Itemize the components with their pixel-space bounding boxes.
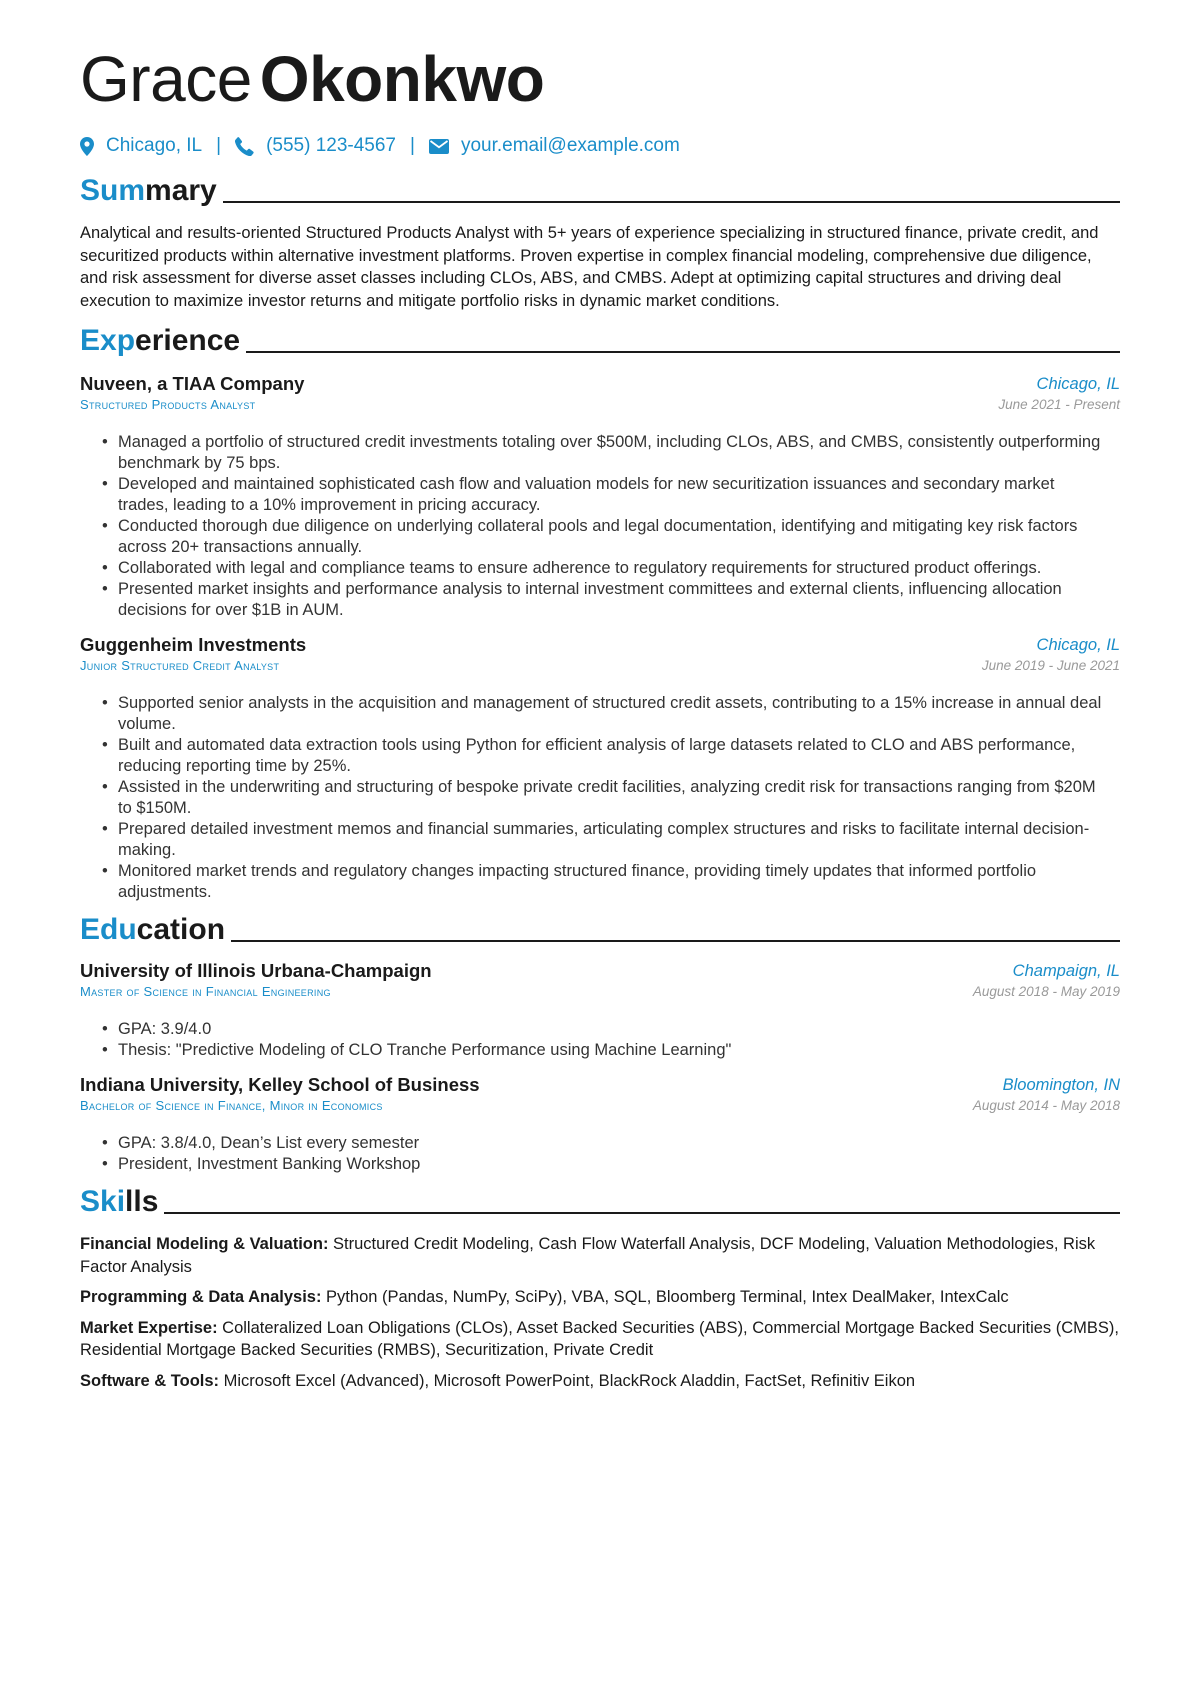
section-title-education <box>80 911 225 949</box>
skill-line <box>80 1286 1120 1309</box>
skills-section-header <box>80 1183 1120 1221</box>
skill-value: Python (Pandas, NumPy, SciPy), VBA, SQL, Bloomberg Terminal, Intex DealMaker, IntexCalc <box>326 1288 1009 1306</box>
bullet-item: • Monitored market trends and regulatory changes impacting structured finance, providing timely updates that informed portfolio adjustments. <box>102 861 1102 903</box>
resume-page <box>80 40 1120 1392</box>
section-title-accent: Exp <box>80 324 136 357</box>
skill-label: Market Expertise: <box>80 1318 218 1337</box>
entry-location: Bloomington, IN <box>1002 1076 1120 1094</box>
entry-header <box>80 1073 1120 1121</box>
entry-location: Champaign, IL <box>1012 962 1120 980</box>
entry-dates: June 2019 - June 2021 <box>981 658 1120 673</box>
entry-header <box>80 372 1120 420</box>
entry-bullets <box>102 693 1102 903</box>
entry-role: Master of Science in Financial Engineering <box>80 984 331 999</box>
skill-value: Structured Credit Modeling, Cash Flow Waterfall Analysis, DCF Modeling, Valuation Methodologies, Risk Factor Analysis <box>80 1235 1096 1276</box>
bullet-item: • GPA: 3.8/4.0, Dean’s List every semester <box>102 1133 1102 1154</box>
entry-bullets <box>102 1019 1102 1061</box>
skill-line <box>80 1370 1120 1393</box>
skill-value: Microsoft Excel (Advanced), Microsoft PowerPoint, BlackRock Aladdin, FactSet, Refinitiv Eikon <box>223 1371 916 1390</box>
phone-icon <box>235 137 254 156</box>
entry-organization: Nuveen, a TIAA Company <box>80 373 305 394</box>
bullet-item: • GPA: 3.9/4.0 <box>102 1019 1102 1040</box>
last-name: Okonkwo <box>259 43 545 115</box>
section-title-summary <box>80 172 217 210</box>
entry-location: Chicago, IL <box>1036 375 1120 393</box>
section-title-accent: Edu <box>80 913 137 946</box>
entry-dates: August 2014 - May 2018 <box>972 1098 1120 1113</box>
contact-phone[interactable] <box>235 135 396 157</box>
section-title-accent: Sum <box>80 174 146 207</box>
section-divider <box>231 940 1120 942</box>
entry-organization: University of Illinois Urbana-Champaign <box>80 960 432 981</box>
section-title-accent: Ski <box>80 1185 126 1218</box>
first-name: Grace <box>80 43 252 115</box>
bullet-item: • Assisted in the underwriting and structuring of bespoke private credit facilities, analyzing credit risk for transactions ranging from $20M to $150M. <box>102 777 1102 819</box>
skill-line <box>80 1233 1120 1278</box>
bullet-item: • President, Investment Banking Workshop <box>102 1154 1102 1175</box>
section-title-rest: cation <box>136 913 226 946</box>
section-title-rest: erience <box>135 324 241 357</box>
bullet-item: • Thesis: "Predictive Modeling of CLO Tranche Performance using Machine Learning" <box>102 1040 1102 1061</box>
skill-value: Collateralized Loan Obligations (CLOs), Asset Backed Securities (ABS), Commercial Mortgage Backed Securities (CMBS), Residential Mortgage Backed Securities (RMBS), Securitization, Private Credit <box>80 1318 1120 1359</box>
section-divider <box>246 351 1120 353</box>
entry-dates: June 2021 - Present <box>998 397 1120 412</box>
contact-row <box>80 132 1120 160</box>
entry-bullets <box>102 1133 1102 1175</box>
section-title-rest: lls <box>125 1185 159 1218</box>
entry-role: Junior Structured Credit Analyst <box>80 658 280 673</box>
skill-label: Programming & Data Analysis: <box>80 1288 322 1306</box>
contact-separator: | <box>410 135 415 156</box>
map-pin-icon <box>80 137 94 156</box>
phone-text: (555) 123-4567 <box>266 135 396 156</box>
section-title-rest: mary <box>145 174 217 207</box>
contact-location <box>80 135 202 157</box>
entry-header <box>80 959 1120 1007</box>
bullet-item: • Supported senior analysts in the acquisition and management of structured credit assets, contributing to a 15% increase in annual deal volume. <box>102 693 1102 735</box>
contact-email[interactable] <box>429 135 680 157</box>
experience-entry <box>80 633 1120 903</box>
skill-line <box>80 1317 1120 1362</box>
entry-role: Structured Products Analyst <box>80 397 256 412</box>
bullet-item: • Conducted thorough due diligence on underlying collateral pools and legal documentation, identifying and mitigating key risk factors across 20+ transactions annually. <box>102 516 1102 558</box>
section-divider <box>164 1212 1120 1214</box>
education-section-header <box>80 911 1120 949</box>
summary-text: Analytical and results-oriented Structured Products Analyst with 5+ years of experience specializing in structured finance, private credit, and securitized products within alternative investment platforms. Proven expertise in complex financial modeling, comprehensive due diligence, and risk assessment for diverse asset classes including CLOs, ABS, and CMBS. Adept at optimizing capital structures and driving deal execution to maximize investor returns and mitigate portfolio risks in dynamic market conditions. <box>80 224 1099 310</box>
entry-organization: Guggenheim Investments <box>80 634 307 655</box>
section-divider <box>223 201 1120 203</box>
summary-section-header <box>80 172 1120 210</box>
education-entry <box>80 1073 1120 1175</box>
entry-role: Bachelor of Science in Finance, Minor in Economics <box>80 1098 383 1113</box>
entry-dates: August 2018 - May 2019 <box>972 984 1120 999</box>
entry-bullets <box>102 432 1102 621</box>
section-title-skills <box>80 1183 158 1221</box>
experience-section-header <box>80 322 1120 360</box>
bullet-item: • Prepared detailed investment memos and financial summaries, articulating complex structures and risks to facilitate internal decision-making. <box>102 819 1102 861</box>
bullet-item: • Built and automated data extraction tools using Python for efficient analysis of large datasets related to CLO and ABS performance, reducing reporting time by 25%. <box>102 735 1102 777</box>
section-title-experience <box>80 322 240 360</box>
bullet-item: • Developed and maintained sophisticated cash flow and valuation models for new securitization issuances and secondary market trades, leading to a 10% improvement in pricing accuracy. <box>102 474 1102 516</box>
bullet-item: • Collaborated with legal and compliance teams to ensure adherence to regulatory requirements for structured product offerings. <box>102 558 1102 579</box>
envelope-icon <box>429 139 449 154</box>
experience-entry <box>80 372 1120 621</box>
skill-label: Financial Modeling & Valuation: <box>80 1235 329 1253</box>
entry-header <box>80 633 1120 681</box>
email-text: your.email@example.com <box>460 135 680 156</box>
entry-location: Chicago, IL <box>1036 636 1120 654</box>
entry-organization: Indiana University, Kelley School of Business <box>80 1074 480 1095</box>
bullet-item: • Presented market insights and performance analysis to internal investment committees and external clients, influencing allocation decisions for over $1B in AUM. <box>102 579 1102 621</box>
education-entry <box>80 959 1120 1061</box>
contact-separator: | <box>216 135 222 156</box>
location-text: Chicago, IL <box>106 135 203 156</box>
bullet-item: • Managed a portfolio of structured credit investments totaling over $500M, including CLOs, ABS, and CMBS, consistently outperforming benchmark by 75 bps. <box>102 432 1102 474</box>
skill-label: Software & Tools: <box>80 1371 220 1390</box>
candidate-name <box>80 40 1120 118</box>
